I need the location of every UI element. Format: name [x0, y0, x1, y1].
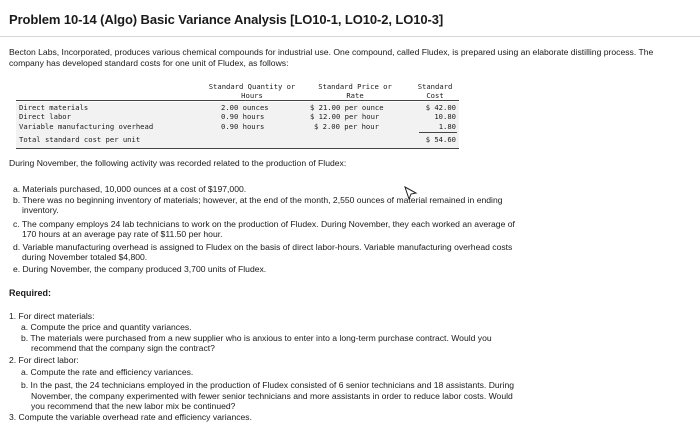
intro-paragraph: Becton Labs, Incorporated, produces various chemical compounds for industrial use. One compound, called Fludex, is prepared using an elaborate distilling process. The company has developed standard costs for one unit of Fludex, as follows:: [9, 47, 654, 68]
mouse-cursor-icon: [404, 186, 418, 200]
activity-item: b. There was no beginning inventory of materials; however, at the end of the month, 2,550 ounces of material remained in ending: [13, 195, 503, 205]
row-label: Direct materials: [19, 103, 89, 112]
header-quantity-line2: Hours: [241, 91, 263, 100]
required-item-continued: you recommend that the new labor mix be continued?: [31, 401, 236, 411]
header-price-line1: Standard Price or: [318, 82, 392, 91]
required-item: 3. Compute the variable overhead rate and efficiency variances.: [9, 412, 252, 422]
row-quantity: 2.00 ounces: [221, 103, 269, 112]
activity-intro: During November, the following activity was recorded related to the production of Fludex:: [9, 158, 347, 168]
row-cost: $ 42.00: [425, 103, 456, 112]
page-title: Problem 10-14 (Algo) Basic Variance Analysis [LO10-1, LO10-2, LO10-3]: [9, 12, 444, 27]
table-bottom-rule: [16, 148, 459, 149]
header-quantity-line1: Standard Quantity or: [208, 82, 296, 91]
required-item: b. The materials were purchased from a new supplier who is anxious to enter into a long-term purchase contract. Would you: [21, 333, 492, 343]
total-cost: $ 54.60: [425, 135, 456, 144]
required-item: 1. For direct materials:: [9, 311, 95, 321]
required-item: a. Compute the price and quantity variances.: [21, 322, 192, 332]
activity-item: c. The company employs 24 lab technicians to work on the production of Fludex. During November, they each worked an average of: [13, 219, 515, 229]
row-cost: 1.80: [438, 122, 456, 131]
title-divider: [0, 36, 700, 37]
activity-item-continued: inventory.: [22, 205, 59, 215]
required-item-continued: recommend that the company sign the contract?: [31, 343, 215, 353]
activity-item-continued: during November totaled $4,800.: [22, 252, 148, 262]
total-rule: [419, 132, 457, 133]
header-cost-line2: Cost: [426, 91, 444, 100]
required-heading: Required:: [9, 288, 52, 298]
activity-item-continued: 170 hours at an average pay rate of $11.50 per hour.: [22, 229, 223, 239]
row-price: $ 21.00 per ounce: [310, 103, 384, 112]
required-item: 2. For direct labor:: [9, 355, 79, 365]
row-label: Variable manufacturing overhead: [19, 122, 154, 131]
activity-item: d. Variable manufacturing overhead is assigned to Fludex on the basis of direct labor-hours. Variable manufacturing overhead costs: [13, 242, 513, 252]
required-item: b. In the past, the 24 technicians employed in the production of Fludex consisted of 6 senior technicians and 18 assistants. During: [21, 380, 515, 390]
row-price: $ 12.00 per hour: [310, 112, 380, 121]
table-header-rule: [16, 100, 459, 101]
header-cost-line1: Standard: [417, 82, 453, 91]
required-item: a. Compute the rate and efficiency variances.: [21, 367, 194, 377]
row-quantity: 0.90 hours: [221, 122, 265, 131]
row-quantity: 0.90 hours: [221, 112, 265, 121]
activity-item: a. Materials purchased, 10,000 ounces at a cost of $197,000.: [13, 184, 247, 194]
required-item-continued: November, the company experimented with fewer senior technicians and more assistants in order to reduce labor costs. Would: [31, 391, 513, 401]
header-price-line2: Rate: [346, 91, 364, 100]
row-cost: 10.80: [434, 112, 456, 121]
row-price: $ 2.00 per hour: [314, 122, 379, 131]
total-label: Total standard cost per unit: [19, 135, 141, 144]
row-label: Direct labor: [19, 112, 71, 121]
activity-item: e. During November, the company produced 3,700 units of Fludex.: [13, 264, 267, 274]
